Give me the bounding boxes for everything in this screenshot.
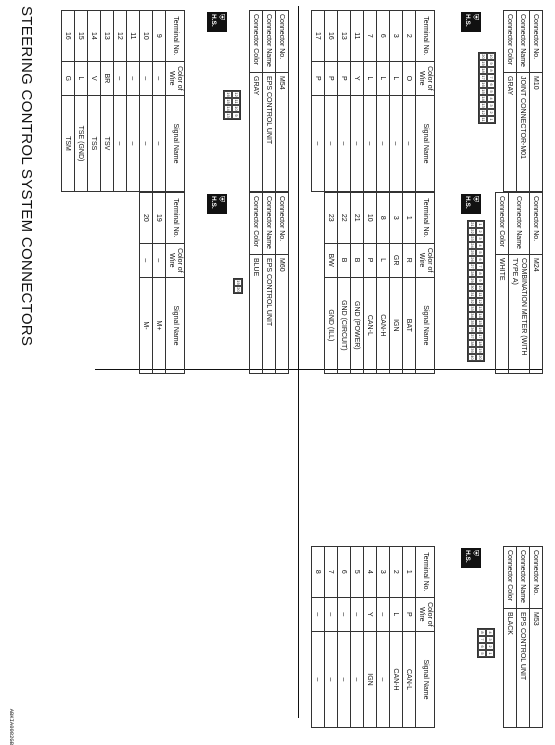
connector-pin: 38 — [470, 341, 475, 346]
wire-color-cell: GR — [390, 243, 403, 277]
table-row — [153, 193, 166, 374]
connector-no-label: Connector No. — [530, 193, 543, 255]
connector-pin: 11 — [481, 117, 486, 122]
terminal-no-cell: 3 — [390, 11, 403, 62]
wire-color-cell: – — [153, 61, 166, 95]
signal-name-cell: CAN-H — [390, 631, 403, 727]
terminal-no-cell: 11 — [127, 11, 140, 62]
signal-name-cell: CAN-L — [364, 277, 377, 373]
connector-pin: 28 — [470, 271, 475, 276]
connector-color-label: Connector Color — [504, 547, 517, 609]
connector-no-value: M60 — [276, 255, 289, 374]
connector-pin: 10 — [234, 106, 239, 111]
connector-pin: 4 — [486, 629, 494, 636]
connector-pin: 1 — [486, 650, 494, 657]
wire-color-header: Color of Wire — [166, 243, 185, 277]
terminal-no-cell: 10 — [364, 193, 377, 244]
connector-pin: 15 — [478, 320, 483, 325]
connector-pin: 1 — [476, 221, 484, 228]
connector-pin: 2 — [486, 643, 494, 650]
table-row — [377, 547, 390, 728]
connector-pin: 6 — [487, 81, 495, 88]
terminal-no-cell: 21 — [351, 193, 364, 244]
table-row — [377, 11, 390, 192]
connector-pin: 16 — [478, 327, 483, 332]
terminal-no-header: Terminal No. — [416, 193, 435, 244]
table-row — [140, 193, 153, 374]
signal-name-cell: – — [325, 631, 338, 727]
connector-pin: 5 — [478, 650, 486, 657]
terminal-no-cell: 23 — [325, 193, 338, 244]
signal-name-cell: M+ — [153, 277, 166, 373]
connector-pin: 25 — [470, 250, 475, 255]
connector-color-label: Connector Color — [496, 193, 509, 255]
connector-pin: 21 — [470, 222, 475, 227]
wire-color-cell: P — [403, 597, 416, 631]
connector-pin: 27 — [470, 264, 475, 269]
terminal-no-cell: 4 — [364, 547, 377, 598]
terminal-no-cell: 16 — [325, 11, 338, 62]
wire-color-cell: P — [312, 61, 325, 95]
connector-pin: 9 — [476, 277, 484, 284]
wire-color-cell: BR — [101, 61, 114, 95]
connector-pin: 8 — [478, 629, 486, 636]
terminal-no-cell: 8 — [377, 193, 390, 244]
terminal-table — [311, 10, 435, 192]
signal-name-cell: TSS — [88, 95, 101, 191]
connector-pin: 30 — [470, 285, 475, 290]
table-row — [403, 193, 416, 374]
wire-color-cell: L — [377, 243, 390, 277]
connector-pin: 1 — [487, 116, 495, 123]
connector-pin: 8 — [476, 270, 484, 277]
connector-pin: 19 — [236, 280, 241, 285]
signal-name-header: Signal Name — [166, 95, 185, 191]
table-row — [325, 11, 338, 192]
connector-pin: 32 — [470, 299, 475, 304]
connector-header-table — [495, 192, 543, 374]
connector-no-value: M54 — [276, 73, 289, 192]
terminal-no-cell: 19 — [153, 193, 166, 244]
wire-color-cell: L — [75, 61, 88, 95]
terminal-no-header: Terminal No. — [416, 11, 435, 62]
connector-block-m60 — [142, 192, 289, 374]
terminal-no-cell: 8 — [312, 547, 325, 598]
signal-name-cell: BAT — [403, 277, 416, 373]
connector-pin: 11 — [478, 292, 483, 297]
connector-no-value: M24 — [530, 255, 543, 374]
table-row — [351, 11, 364, 192]
connector-pin: 26 — [470, 257, 475, 262]
connector-pin: 6 — [478, 643, 486, 650]
connector-pin: 17 — [481, 75, 486, 80]
connector-pin: 3 — [487, 102, 495, 109]
wire-color-cell: – — [338, 597, 351, 631]
table-row — [325, 193, 338, 374]
connector-no-value: M53 — [530, 609, 543, 728]
signal-name-cell: TSV — [101, 95, 114, 191]
wire-color-cell: – — [114, 61, 127, 95]
connector-pin: 5 — [487, 88, 495, 95]
connector-block-m53 — [314, 546, 543, 728]
hs-icon: ⛨ H.S. — [461, 194, 481, 214]
connector-pin: 3 — [476, 235, 484, 242]
wire-color-cell: – — [127, 61, 140, 95]
connector-name-value: EPS CONTROL UNIT — [263, 255, 276, 374]
wire-color-header: Color of Wire — [416, 61, 435, 95]
connector-pin: 22 — [470, 229, 475, 234]
terminal-no-cell: 7 — [325, 547, 338, 598]
connector-pin: 10 — [478, 285, 483, 290]
terminal-no-cell: 1 — [403, 547, 416, 598]
signal-name-cell: GND (ILL) — [325, 277, 338, 373]
terminal-table — [324, 192, 435, 374]
terminal-no-cell: 3 — [390, 193, 403, 244]
wire-color-cell: V — [88, 61, 101, 95]
image-code: ABKIA0082GB — [8, 708, 15, 745]
connector-color-value: BLACK — [504, 609, 517, 728]
connector-pin: 39 — [470, 348, 475, 353]
wire-color-cell: – — [325, 597, 338, 631]
wire-color-cell: Y — [364, 597, 377, 631]
terminal-no-cell: 10 — [140, 11, 153, 62]
wire-color-cell: P — [325, 61, 338, 95]
terminal-no-cell: 12 — [114, 11, 127, 62]
section-divider-horizontal — [298, 6, 299, 718]
connector-pin: 20 — [236, 287, 241, 292]
wire-color-cell: O — [403, 61, 416, 95]
table-row — [312, 547, 325, 728]
connector-pin: 3 — [486, 636, 494, 643]
signal-name-cell: – — [351, 631, 364, 727]
connector-header-table — [503, 546, 543, 728]
connector-color-label: Connector Color — [250, 11, 263, 73]
signal-name-cell: – — [312, 631, 325, 727]
signal-name-header: Signal Name — [416, 631, 435, 727]
wire-color-cell: – — [140, 61, 153, 95]
connector-pin: 2 — [487, 109, 495, 116]
connector-pin: 37 — [470, 334, 475, 339]
table-row — [114, 11, 127, 192]
terminal-no-cell: 22 — [338, 193, 351, 244]
table-row — [338, 11, 351, 192]
table-row — [377, 193, 390, 374]
signal-name-header: Signal Name — [166, 277, 185, 373]
wire-color-cell: G — [62, 61, 75, 95]
connector-pin: 4 — [476, 242, 484, 249]
table-row — [390, 547, 403, 728]
connector-no-label: Connector No. — [530, 11, 543, 73]
signal-name-cell: – — [390, 95, 403, 191]
signal-name-cell: – — [377, 95, 390, 191]
connector-pin: 31 — [470, 292, 475, 297]
wire-color-header: Color of Wire — [416, 243, 435, 277]
terminal-no-cell: 6 — [338, 547, 351, 598]
wire-color-cell: B — [338, 243, 351, 277]
terminal-no-cell: 20 — [140, 193, 153, 244]
connector-name-value: COMBINATION METER (WITH TYPE A) — [509, 255, 530, 374]
terminal-no-cell: 17 — [312, 11, 325, 62]
connector-color-label: Connector Color — [504, 11, 517, 73]
connector-pin: 20 — [478, 355, 483, 360]
wire-color-cell: L — [390, 597, 403, 631]
wire-color-cell: L — [390, 61, 403, 95]
wire-color-cell: – — [312, 597, 325, 631]
connector-name-label: Connector Name — [509, 193, 530, 255]
connector-name-label: Connector Name — [517, 11, 530, 73]
connector-pin: 15 — [481, 89, 486, 94]
signal-name-cell: – — [403, 95, 416, 191]
wire-color-cell: L — [377, 61, 390, 95]
connector-pin: 8 — [487, 67, 495, 74]
table-row — [75, 11, 88, 192]
table-row — [364, 11, 377, 192]
table-row — [153, 11, 166, 192]
connector-pin: 29 — [470, 278, 475, 283]
connector-pin: 13 — [481, 103, 486, 108]
connector-face — [477, 628, 495, 658]
connector-pin: 16 — [481, 82, 486, 87]
terminal-no-cell: 7 — [364, 11, 377, 62]
terminal-no-cell: 6 — [377, 11, 390, 62]
table-row — [390, 193, 403, 374]
connector-pin: 5 — [476, 249, 484, 256]
wire-color-cell: – — [377, 597, 390, 631]
table-row — [62, 11, 75, 192]
connector-pin: 13 — [226, 113, 231, 118]
terminal-no-cell: 16 — [62, 11, 75, 62]
table-row — [312, 11, 325, 192]
table-row — [325, 547, 338, 728]
terminal-no-cell: 2 — [403, 11, 416, 62]
wire-color-header: Color of Wire — [166, 61, 185, 95]
signal-name-cell: – — [153, 95, 166, 191]
table-row — [140, 11, 153, 192]
table-row — [338, 193, 351, 374]
connector-pin: 9 — [487, 60, 495, 67]
connector-name-value: EPS CONTROL UNIT — [517, 609, 530, 728]
terminal-no-cell: 15 — [75, 11, 88, 62]
terminal-no-cell: 11 — [351, 11, 364, 62]
connector-pin: 9 — [232, 112, 240, 119]
connector-no-value: M10 — [530, 73, 543, 192]
connector-header-table — [249, 192, 289, 374]
wire-color-cell: P — [338, 61, 351, 95]
connector-face — [223, 90, 241, 120]
connector-pin: 16 — [226, 92, 231, 97]
signal-name-cell: CAN-L — [403, 631, 416, 727]
wire-color-cell: – — [153, 243, 166, 277]
table-row — [338, 547, 351, 728]
terminal-no-cell: 3 — [377, 547, 390, 598]
wire-color-cell: B/W — [325, 243, 338, 277]
signal-name-cell: GND (CIRCUIT) — [338, 277, 351, 373]
connector-pin: 6 — [476, 256, 484, 263]
connector-pin: 12 — [478, 299, 483, 304]
connector-color-value: GRAY — [504, 73, 517, 192]
wire-color-cell: – — [140, 243, 153, 277]
table-row — [351, 193, 364, 374]
connector-pin: 14 — [481, 96, 486, 101]
hs-icon: ⛨ H.S. — [461, 12, 481, 32]
connector-pin: 35 — [470, 320, 475, 325]
signal-name-cell: – — [114, 95, 127, 191]
terminal-no-cell: 5 — [351, 547, 364, 598]
table-row — [88, 11, 101, 192]
table-row — [403, 11, 416, 192]
terminal-table — [139, 192, 185, 374]
signal-name-cell: IGN — [390, 277, 403, 373]
signal-name-cell: GND (POWER) — [351, 277, 364, 373]
connector-name-label: Connector Name — [263, 11, 276, 73]
connector-pin: 17 — [478, 334, 483, 339]
connector-pin: 13 — [478, 306, 483, 311]
connector-block-m24 — [327, 192, 543, 374]
wire-color-cell: B — [351, 243, 364, 277]
connector-pin: 19 — [481, 61, 486, 66]
wire-color-cell: – — [351, 597, 364, 631]
connector-pin: 12 — [481, 110, 486, 115]
connector-color-value: GRAY — [250, 73, 263, 192]
connector-pin: 11 — [234, 99, 239, 104]
signal-name-header: Signal Name — [416, 277, 435, 373]
connector-no-label: Connector No. — [530, 547, 543, 609]
connector-pin: 7 — [487, 74, 495, 81]
connector-color-label: Connector Color — [250, 193, 263, 255]
connector-face — [478, 52, 496, 124]
terminal-no-cell: 2 — [390, 547, 403, 598]
connector-no-label: Connector No. — [276, 11, 289, 73]
connector-pin: 18 — [478, 341, 483, 346]
connector-pin: 33 — [470, 306, 475, 311]
hs-icon: ⛨ H.S. — [461, 548, 481, 568]
connector-face — [233, 278, 243, 294]
connector-name-value: JOINT CONNECTOR-M01 — [517, 73, 530, 192]
table-row — [101, 11, 114, 192]
signal-name-cell: TSM — [62, 95, 75, 191]
wire-color-cell: R — [403, 243, 416, 277]
connector-pin: 23 — [470, 236, 475, 241]
signal-name-cell: – — [140, 95, 153, 191]
hs-icon: ⛨ H.S. — [207, 194, 227, 214]
terminal-no-cell: 13 — [101, 11, 114, 62]
signal-name-header: Signal Name — [416, 95, 435, 191]
signal-name-cell: – — [127, 95, 140, 191]
connector-pin: 2 — [476, 228, 484, 235]
hs-icon: ⛨ H.S. — [207, 12, 227, 32]
connector-pin: 15 — [226, 99, 231, 104]
wire-color-cell: L — [364, 61, 377, 95]
connector-pin: 12 — [234, 92, 239, 97]
connector-pin: 7 — [478, 636, 486, 643]
connector-no-label: Connector No. — [276, 193, 289, 255]
connector-block-m10 — [314, 10, 543, 192]
signal-name-cell: – — [338, 631, 351, 727]
wire-color-cell: Y — [351, 61, 364, 95]
terminal-no-header: Terminal No. — [166, 11, 185, 62]
signal-name-cell: TSE (GND) — [75, 95, 88, 191]
connector-block-m54 — [64, 10, 289, 192]
connector-pin: 40 — [470, 355, 475, 360]
connector-pin: 36 — [470, 327, 475, 332]
signal-name-cell: CAN-H — [377, 277, 390, 373]
table-row — [364, 193, 377, 374]
connector-pin: 4 — [487, 95, 495, 102]
wire-color-header: Color of Wire — [416, 597, 435, 631]
connector-pin: 18 — [481, 68, 486, 73]
terminal-no-header: Terminal No. — [166, 193, 185, 244]
connector-pin: 7 — [476, 263, 484, 270]
table-row — [403, 547, 416, 728]
signal-name-cell: – — [351, 95, 364, 191]
wire-color-cell: P — [364, 243, 377, 277]
connector-color-value: WHITE — [496, 255, 509, 374]
table-row — [364, 547, 377, 728]
page-title: STEERING CONTROL SYSTEM CONNECTORS — [18, 6, 35, 347]
connector-pin: 14 — [226, 106, 231, 111]
terminal-no-cell: 13 — [338, 11, 351, 62]
signal-name-cell: – — [325, 95, 338, 191]
signal-name-cell: M- — [140, 277, 153, 373]
connector-pin: 10 — [489, 54, 494, 59]
connector-header-table — [503, 10, 543, 192]
connector-name-value: EPS CONTROL UNIT — [263, 73, 276, 192]
signal-name-cell: – — [377, 631, 390, 727]
terminal-no-header: Terminal No. — [416, 547, 435, 598]
signal-name-cell: – — [312, 95, 325, 191]
connector-pin: 20 — [481, 54, 486, 59]
connector-header-table — [249, 10, 289, 192]
table-row — [127, 11, 140, 192]
signal-name-cell: IGN — [364, 631, 377, 727]
table-row — [390, 11, 403, 192]
connector-name-label: Connector Name — [517, 547, 530, 609]
connector-pin: 24 — [470, 243, 475, 248]
connector-pin: 34 — [470, 313, 475, 318]
connector-pin: 14 — [478, 313, 483, 318]
terminal-no-cell: 1 — [403, 193, 416, 244]
terminal-no-cell: 9 — [153, 11, 166, 62]
connector-pin: 19 — [478, 348, 483, 353]
connector-color-value: BLUE — [250, 255, 263, 374]
connector-name-label: Connector Name — [263, 193, 276, 255]
terminal-no-cell: 14 — [88, 11, 101, 62]
terminal-table — [311, 546, 435, 728]
table-row — [351, 547, 364, 728]
terminal-table — [61, 10, 185, 192]
signal-name-cell: – — [364, 95, 377, 191]
connector-face — [467, 220, 485, 362]
signal-name-cell: – — [338, 95, 351, 191]
